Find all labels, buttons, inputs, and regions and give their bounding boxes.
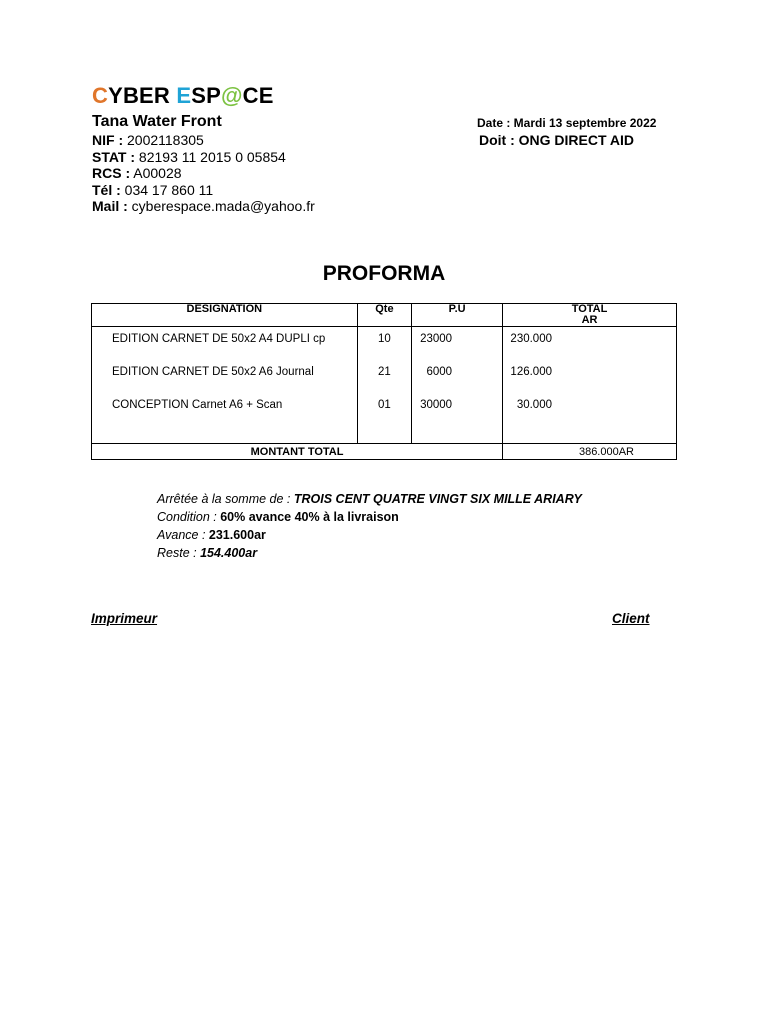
brand-letter-c: C	[92, 83, 109, 108]
qte-column	[357, 327, 412, 444]
info-key: STAT :	[92, 148, 136, 165]
total-column	[503, 327, 677, 444]
row-pu: 30000	[420, 399, 453, 411]
brand-letter-e: E	[176, 83, 192, 108]
total-row	[92, 444, 677, 460]
info-key: Mail :	[92, 198, 128, 214]
info-value: 034 17 860 11	[120, 181, 214, 198]
signature-client: Client	[612, 611, 650, 626]
note-value: 60% avance 40% à la livraison	[220, 510, 399, 524]
invoice-date: Date : Mardi 13 septembre 2022	[477, 116, 657, 130]
total-amount: 386.000AR	[503, 444, 677, 460]
info-key: NIF :	[92, 132, 124, 148]
info-mail	[92, 198, 315, 215]
note-label: Avance :	[157, 528, 209, 542]
document-title: PROFORMA	[322, 262, 446, 285]
row-total: 126.000	[510, 366, 552, 378]
row-pu: 23000	[420, 333, 453, 345]
row-designation: EDITION CARNET DE 50x2 A4 DUPLI cp	[112, 333, 326, 345]
company-info	[92, 132, 315, 215]
company-name: Tana Water Front	[92, 113, 222, 130]
note-label: Reste :	[157, 546, 201, 560]
designation-column	[92, 327, 358, 444]
payment-notes	[157, 490, 582, 562]
proforma-table	[91, 303, 677, 460]
signature-printer: Imprimeur	[91, 611, 158, 626]
row-pu: 6000	[426, 366, 453, 378]
note-label: Condition :	[157, 510, 221, 524]
brand-at-sign: @	[220, 83, 243, 108]
note-value: 154.400ar	[200, 546, 258, 560]
info-key: Tél :	[92, 181, 121, 198]
header-designation: DESIGNATION	[92, 304, 358, 327]
brand-text-2: SP	[191, 83, 221, 108]
row-qte: 21	[377, 366, 391, 378]
table-body	[92, 327, 677, 444]
note-condition	[157, 508, 582, 526]
header-total-line1: TOTAL	[571, 303, 608, 315]
row-qte: 01	[377, 399, 391, 411]
info-tel	[92, 182, 315, 199]
header-total	[503, 304, 677, 327]
pu-column	[412, 327, 503, 444]
row-designation: CONCEPTION Carnet A6 + Scan	[112, 399, 283, 411]
note-arretee	[157, 490, 582, 508]
info-value: 82193 11 2015 0 05854	[135, 148, 286, 165]
brand-text-1: YBER	[108, 83, 177, 108]
note-value: TROIS CENT QUATRE VINGT SIX MILLE ARIARY	[293, 492, 582, 506]
info-stat	[92, 149, 315, 166]
info-nif	[92, 132, 315, 149]
row-total: 30.000	[516, 399, 552, 411]
table-header-row	[92, 304, 677, 327]
row-qte: 10	[377, 333, 391, 345]
info-rcs	[92, 165, 315, 182]
row-total: 230.000	[510, 333, 552, 345]
info-value: A00028	[130, 165, 182, 181]
header-qte: Qte	[357, 304, 412, 327]
note-avance	[157, 526, 582, 544]
header-total-line2: AR	[581, 314, 598, 326]
note-reste	[157, 544, 582, 562]
row-designation: EDITION CARNET DE 50x2 A6 Journal	[112, 366, 314, 378]
brand-text-3: CE	[242, 83, 274, 108]
info-value: cyberespace.mada@yahoo.fr	[127, 198, 315, 214]
note-label: Arrêtée à la somme de :	[157, 492, 294, 506]
info-key: RCS :	[92, 165, 131, 181]
header-pu: P.U	[412, 304, 503, 327]
note-value: 231.600ar	[208, 528, 266, 542]
invoice-recipient: Doit : ONG DIRECT AID	[479, 132, 635, 148]
info-value: 2002118305	[123, 132, 204, 148]
brand-logo	[92, 83, 274, 109]
total-label: MONTANT TOTAL	[92, 444, 503, 460]
